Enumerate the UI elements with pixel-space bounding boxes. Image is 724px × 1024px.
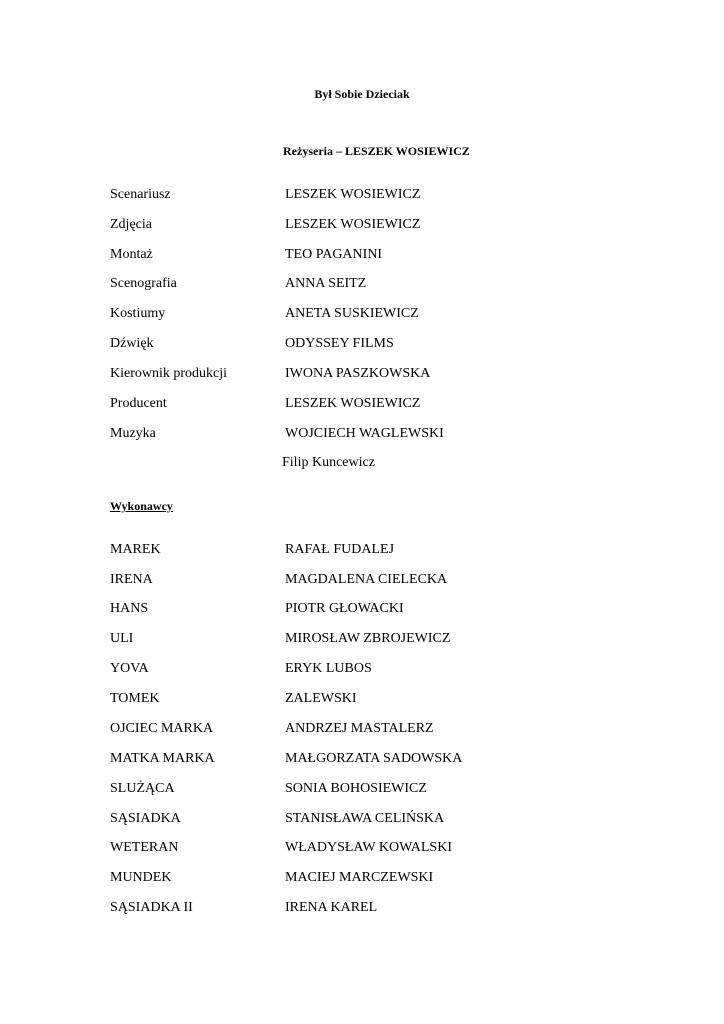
cast-row bbox=[0, 629, 724, 649]
cast-name: RAFAŁ FUDALEJ bbox=[285, 542, 395, 557]
cast-name: ZALEWSKI bbox=[285, 691, 357, 706]
cast-role: MAREK bbox=[110, 542, 161, 557]
cast-row bbox=[0, 689, 724, 709]
crew-row bbox=[0, 274, 724, 294]
cast-role: SĄSIADKA bbox=[110, 811, 181, 826]
crew-role: Producent bbox=[110, 396, 167, 411]
crew-role: Scenariusz bbox=[110, 187, 171, 202]
cast-heading: Wykonawcy bbox=[110, 499, 173, 513]
cast-name: MIROSŁAW ZBROJEWICZ bbox=[285, 631, 451, 646]
cast-row bbox=[0, 540, 724, 560]
cast-name: ERYK LUBOS bbox=[285, 661, 372, 676]
cast-row bbox=[0, 570, 724, 590]
crew-role: Scenografia bbox=[110, 276, 177, 291]
crew-name: WOJCIECH WAGLEWSKI bbox=[285, 426, 444, 441]
crew-row bbox=[0, 394, 724, 414]
cast-name: WŁADYSŁAW KOWALSKI bbox=[285, 840, 452, 855]
cast-role: MATKA MARKA bbox=[110, 751, 215, 766]
cast-role: OJCIEC MARKA bbox=[110, 721, 214, 736]
crew-row bbox=[0, 215, 724, 235]
crew-role: Montaż bbox=[110, 247, 153, 262]
cast-role: ULI bbox=[110, 631, 134, 646]
crew-row bbox=[0, 185, 724, 205]
crew-name: ANNA SEITZ bbox=[285, 276, 367, 291]
cast-role: IRENA bbox=[110, 572, 153, 587]
crew-name: IWONA PASZKOWSKA bbox=[285, 366, 431, 381]
crew-name: LESZEK WOSIEWICZ bbox=[285, 217, 421, 232]
crew-row bbox=[0, 424, 724, 444]
cast-row bbox=[0, 868, 724, 888]
crew-row bbox=[0, 245, 724, 265]
crew-role: Muzyka bbox=[110, 426, 156, 441]
cast-role: SLUŻĄCA bbox=[110, 781, 175, 796]
crew-name: ANETA SUSKIEWICZ bbox=[285, 306, 419, 321]
crew-row bbox=[0, 334, 724, 354]
cast-row bbox=[0, 659, 724, 679]
cast-name: PIOTR GŁOWACKI bbox=[285, 601, 404, 616]
crew-name: ODYSSEY FILMS bbox=[285, 336, 394, 351]
crew-row bbox=[0, 364, 724, 384]
crew-role: Dźwięk bbox=[110, 336, 154, 351]
music-extra-name: Filip Kuncewicz bbox=[282, 455, 375, 470]
cast-role: WETERAN bbox=[110, 840, 179, 855]
cast-row bbox=[0, 779, 724, 799]
cast-name: ANDRZEJ MASTALERZ bbox=[285, 721, 434, 736]
cast-name: STANISŁAWA CELIŃSKA bbox=[285, 811, 445, 826]
cast-row bbox=[0, 809, 724, 829]
cast-name: SONIA BOHOSIEWICZ bbox=[285, 781, 427, 796]
cast-role: MUNDEK bbox=[110, 870, 172, 885]
cast-role: SĄSIADKA II bbox=[110, 900, 193, 915]
crew-row bbox=[0, 304, 724, 324]
cast-name: MAGDALENA CIELECKA bbox=[285, 572, 448, 587]
director-credit: Reżyseria – LESZEK WOSIEWICZ bbox=[283, 144, 470, 158]
cast-row bbox=[0, 838, 724, 858]
cast-role: YOVA bbox=[110, 661, 149, 676]
cast-name: MACIEJ MARCZEWSKI bbox=[285, 870, 434, 885]
cast-role: HANS bbox=[110, 601, 149, 616]
crew-role: Kierownik produkcji bbox=[110, 366, 228, 381]
crew-name: TEO PAGANINI bbox=[285, 247, 383, 262]
crew-role: Zdjęcia bbox=[110, 217, 152, 232]
crew-name: LESZEK WOSIEWICZ bbox=[285, 187, 421, 202]
cast-row bbox=[0, 599, 724, 619]
cast-row bbox=[0, 719, 724, 739]
cast-name: MAŁGORZATA SADOWSKA bbox=[285, 751, 463, 766]
cast-row bbox=[0, 898, 724, 918]
document-title: Był Sobie Dzieciak bbox=[314, 87, 410, 101]
crew-name: LESZEK WOSIEWICZ bbox=[285, 396, 421, 411]
cast-name: IRENA KAREL bbox=[285, 900, 378, 915]
cast-row bbox=[0, 749, 724, 769]
crew-role: Kostiumy bbox=[110, 306, 166, 321]
cast-role: TOMEK bbox=[110, 691, 160, 706]
